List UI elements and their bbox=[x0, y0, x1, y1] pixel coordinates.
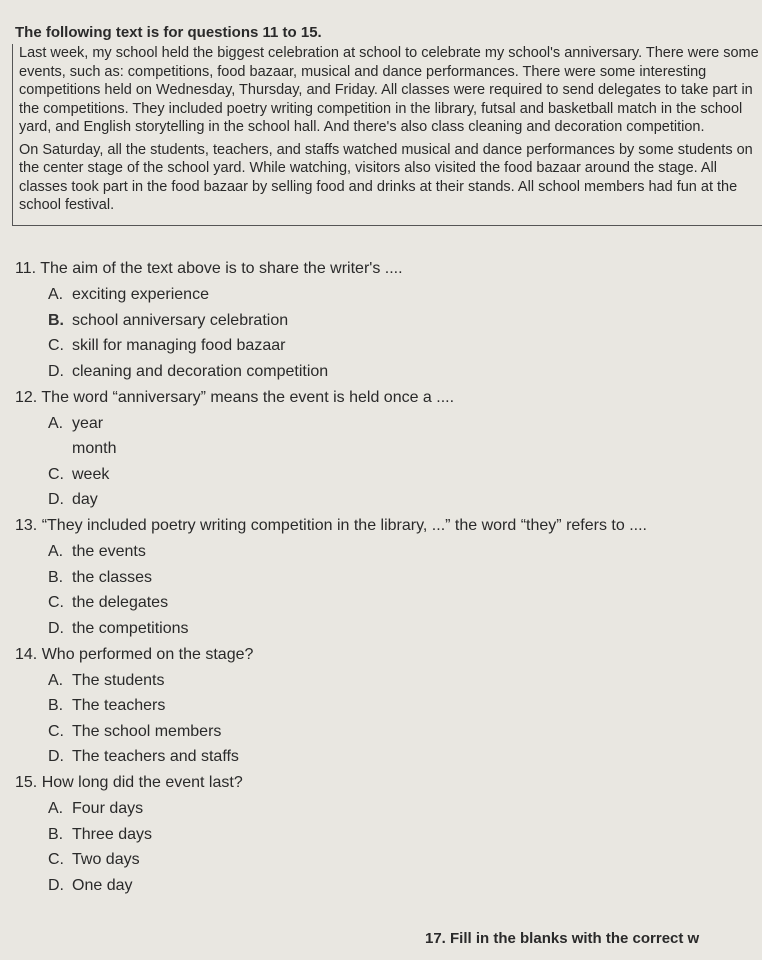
option-text: cleaning and decoration competition bbox=[72, 362, 329, 380]
option-text: the classes bbox=[72, 568, 153, 586]
option-text: exciting experience bbox=[72, 286, 209, 303]
option-text: Two days bbox=[72, 851, 140, 868]
option-c[interactable] bbox=[15, 848, 760, 871]
option-letter: D. bbox=[48, 362, 64, 380]
question-stem bbox=[15, 258, 760, 280]
question-12 bbox=[15, 387, 760, 512]
option-text: day bbox=[72, 491, 98, 508]
question-stem bbox=[15, 772, 760, 794]
option-letter: D. bbox=[48, 619, 64, 637]
section-header: The following text is for questions 11 to 15. bbox=[15, 24, 322, 41]
option-a[interactable] bbox=[15, 283, 760, 306]
option-letter-marked: B. bbox=[48, 311, 64, 329]
question-text: How long did the event last? bbox=[41, 774, 243, 791]
option-b[interactable] bbox=[15, 437, 760, 460]
option-text: The teachers and staffs bbox=[72, 748, 239, 765]
option-letter: D. bbox=[48, 491, 64, 508]
option-text: year bbox=[72, 414, 104, 432]
option-letter: C. bbox=[48, 337, 64, 354]
option-c[interactable] bbox=[15, 720, 760, 743]
option-c[interactable] bbox=[15, 334, 760, 357]
next-section-fragment: 17. Fill in the blanks with the correct w bbox=[425, 930, 700, 947]
question-13 bbox=[15, 515, 760, 640]
question-stem bbox=[15, 644, 760, 666]
option-b[interactable] bbox=[15, 566, 760, 589]
option-text: the competitions bbox=[72, 619, 189, 637]
option-a[interactable] bbox=[15, 669, 760, 692]
option-text: Three days bbox=[72, 825, 153, 843]
option-text: the events bbox=[72, 543, 146, 560]
question-text: The word “anniversary” means the event is held once a .... bbox=[41, 388, 455, 406]
option-b[interactable] bbox=[15, 823, 760, 846]
option-letter: D. bbox=[48, 876, 64, 894]
option-text: The teachers bbox=[72, 697, 166, 714]
question-number: 11. bbox=[15, 260, 37, 277]
option-b[interactable] bbox=[15, 694, 760, 717]
option-letter: A. bbox=[48, 543, 64, 560]
question-number: 14. bbox=[15, 645, 38, 663]
option-text: school anniversary celebration bbox=[72, 311, 289, 329]
option-letter: A. bbox=[48, 286, 64, 303]
passage-paragraph-1: Last week, my school held the biggest celebration at school to celebrate my school's anniversary. There were some events, such as: competitions, food bazaar, musical and dance performances. There were some interesting competitions held on Wednesday, Thursday, and Friday. All classes were required to send delegates to take part in the competitions. They included poetry writing competition in the library, futsal and basketball match in the school yard, and English storytelling in the school hall. And there's also class cleaning and decoration competition. bbox=[19, 45, 759, 135]
option-letter: C. bbox=[48, 465, 64, 483]
question-text: Who performed on the stage? bbox=[41, 645, 254, 663]
question-11 bbox=[15, 258, 760, 383]
option-letter: A. bbox=[48, 800, 64, 817]
option-letter: C. bbox=[48, 594, 64, 611]
option-text: One day bbox=[72, 876, 133, 894]
option-d[interactable] bbox=[15, 745, 760, 768]
option-letter: A. bbox=[48, 671, 64, 689]
option-letter: C. bbox=[48, 722, 64, 740]
option-text: skill for managing food bazaar bbox=[72, 337, 286, 354]
option-d[interactable] bbox=[15, 488, 760, 511]
option-d[interactable] bbox=[15, 617, 760, 640]
option-c[interactable] bbox=[15, 463, 760, 486]
option-letter: B. bbox=[48, 568, 64, 586]
option-text: The school members bbox=[72, 722, 222, 740]
question-number: 12. bbox=[15, 388, 38, 406]
passage-paragraph-2: On Saturday, all the students, teachers, and staffs watched musical and dance performances by some students on the center stage of the school yard. While watching, visitors also visited the food bazaar around the stage. All classes took part in the food bazaar by selling food and drinks at their stands. All school members had fun at the school festival. bbox=[19, 141, 753, 213]
question-14 bbox=[15, 644, 760, 769]
option-text: Four days bbox=[72, 800, 144, 817]
question-list bbox=[15, 258, 760, 901]
reading-passage bbox=[12, 44, 762, 226]
option-letter: D. bbox=[48, 748, 64, 765]
option-a[interactable] bbox=[15, 412, 760, 435]
option-text: the delegates bbox=[72, 594, 169, 611]
option-letter: A. bbox=[48, 414, 64, 432]
question-text: The aim of the text above is to share the writer's .... bbox=[40, 260, 403, 277]
option-b[interactable] bbox=[15, 309, 760, 332]
question-stem bbox=[15, 515, 760, 537]
option-text: The students bbox=[72, 671, 165, 689]
option-a[interactable] bbox=[15, 540, 760, 563]
question-number: 13. bbox=[15, 517, 38, 534]
option-letter: C. bbox=[48, 851, 64, 868]
question-text: “They included poetry writing competition in the library, ...” the word “they” refers to .... bbox=[41, 517, 647, 534]
question-number: 15. bbox=[15, 774, 38, 791]
option-letter: B. bbox=[48, 697, 64, 714]
question-stem bbox=[15, 387, 760, 409]
option-d[interactable] bbox=[15, 360, 760, 383]
option-c[interactable] bbox=[15, 591, 760, 614]
question-15 bbox=[15, 772, 760, 897]
option-text: month bbox=[72, 440, 117, 457]
option-d[interactable] bbox=[15, 874, 760, 897]
option-letter: B. bbox=[48, 825, 64, 843]
option-text: week bbox=[72, 465, 110, 483]
option-a[interactable] bbox=[15, 797, 760, 820]
